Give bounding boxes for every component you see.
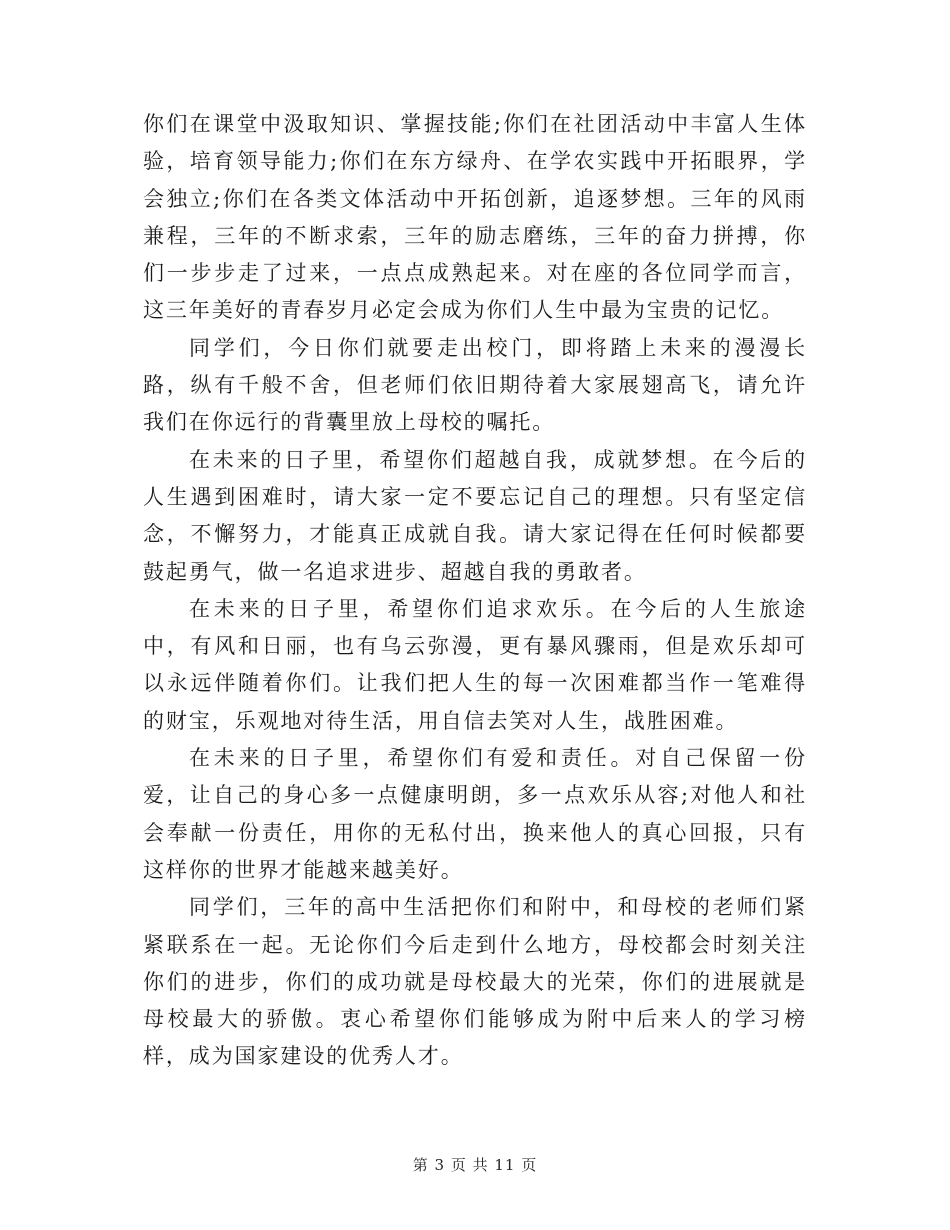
paragraph-2: 同学们，今日你们就要走出校门，即将踏上未来的漫漫长路，纵有千般不舍，但老师们依旧期待着大家展翅高飞，请允许我们在你远行的背囊里放上母校的嘱托。 bbox=[143, 335, 807, 435]
page-number-suffix: 页 bbox=[521, 1156, 538, 1174]
paragraph-5: 在未来的日子里，希望你们有爱和责任。对自己保留一份爱，让自己的身心多一点健康明朗，多一点欢乐从容;对他人和社会奉献一份责任，用你的无私付出，换来他人的真心回报，只有这样你的世界才能越来越美好。 bbox=[143, 746, 807, 882]
page-number-prefix: 第 bbox=[412, 1156, 429, 1174]
page-footer bbox=[0, 1154, 950, 1175]
page-number-middle: 页 共 bbox=[450, 1156, 489, 1174]
paragraph-6: 同学们，三年的高中生活把你们和附中，和母校的老师们紧紧联系在一起。无论你们今后走到什么地方，母校都会时刻关注你们的进步，你们的成功就是母校最大的光荣，你们的进展就是母校最大的骄傲。衷心希望你们能够成为附中后来人的学习榜样，成为国家建设的优秀人才。 bbox=[143, 895, 807, 1069]
current-page-number: 3 bbox=[434, 1156, 446, 1174]
paragraph-1: 你们在课堂中汲取知识、掌握技能;你们在社团活动中丰富人生体验，培育领导能力;你们在东方绿舟、在学农实践中开拓眼界，学会独立;你们在各类文体活动中开拓创新，追逐梦想。三年的风雨兼程，三年的不断求索，三年的励志磨练，三年的奋力拼搏，你们一步步走了过来，一点点成熟起来。对在座的各位同学而言，这三年美好的青春岁月必定会成为你们人生中最为宝贵的记忆。 bbox=[143, 112, 807, 323]
document-body bbox=[143, 106, 807, 1076]
total-page-count: 11 bbox=[494, 1156, 516, 1174]
paragraph-3: 在未来的日子里，希望你们超越自我，成就梦想。在今后的人生遇到困难时，请大家一定不要忘记自己的理想。只有坚定信念，不懈努力，才能真正成就自我。请大家记得在任何时候都要鼓起勇气，做一名追求进步、超越自我的勇敢者。 bbox=[143, 447, 807, 584]
paragraph-4: 在未来的日子里，希望你们追求欢乐。在今后的人生旅途中，有风和日丽，也有乌云弥漫，更有暴风骤雨，但是欢乐却可以永远伴随着你们。让我们把人生的每一次困难都当作一笔难得的财宝，乐观地对待生活，用自信去笑对人生，战胜困难。 bbox=[143, 596, 807, 733]
